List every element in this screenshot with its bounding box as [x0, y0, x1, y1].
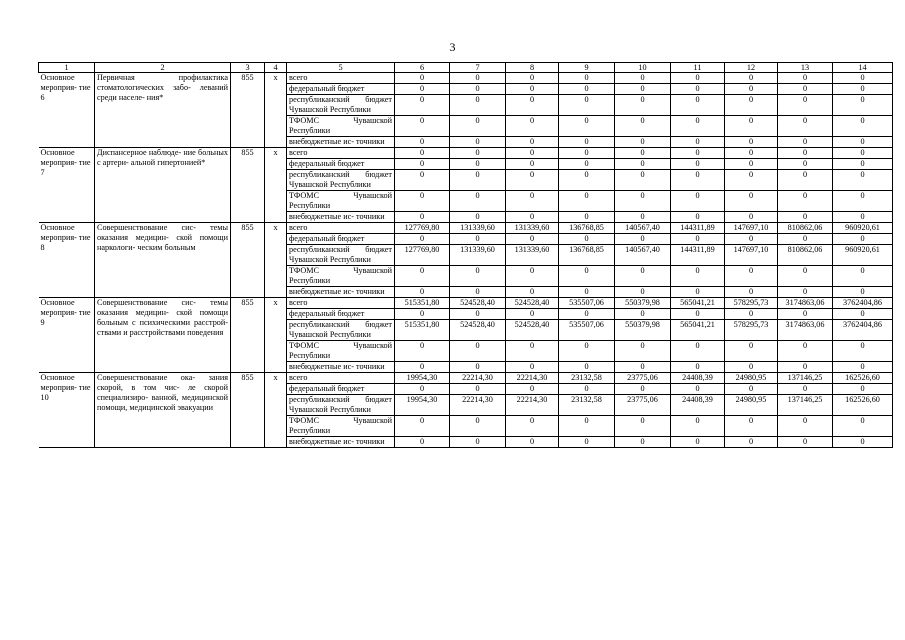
- value-cell: 0: [559, 384, 615, 395]
- value-cell: 515351,80: [395, 298, 450, 309]
- value-cell: 0: [778, 84, 833, 95]
- value-cell: 0: [395, 309, 450, 320]
- value-cell: 0: [395, 170, 450, 191]
- value-cell: 960920,61: [833, 245, 893, 266]
- value-cell: 0: [778, 362, 833, 373]
- value-cell: 0: [778, 384, 833, 395]
- value-cell: 0: [506, 116, 559, 137]
- value-cell: 0: [778, 287, 833, 298]
- value-cell: 524528,40: [506, 298, 559, 309]
- value-cell: 0: [395, 191, 450, 212]
- column-header-8: 8: [506, 63, 559, 73]
- value-cell: 23132,58: [559, 395, 615, 416]
- financing-table: [38, 62, 893, 448]
- value-cell: 127769,80: [395, 223, 450, 234]
- value-cell: 0: [671, 287, 725, 298]
- value-cell: 147697,10: [725, 245, 778, 266]
- value-cell: 535507,06: [559, 298, 615, 309]
- value-cell: 0: [671, 159, 725, 170]
- budget-code-cell: 855: [231, 373, 265, 448]
- value-cell: 0: [778, 137, 833, 148]
- value-cell: 0: [506, 148, 559, 159]
- value-cell: 0: [778, 159, 833, 170]
- value-cell: 0: [615, 137, 671, 148]
- value-cell: 0: [833, 191, 893, 212]
- event-cell: Основное мероприя- тие 8: [39, 223, 95, 298]
- value-cell: 0: [615, 309, 671, 320]
- value-cell: 0: [615, 116, 671, 137]
- value-cell: 0: [395, 148, 450, 159]
- value-cell: 0: [559, 437, 615, 448]
- value-cell: 0: [833, 384, 893, 395]
- value-cell: 22214,30: [450, 395, 506, 416]
- budget-code-cell: 855: [231, 73, 265, 148]
- value-cell: 0: [833, 116, 893, 137]
- column-header-9: 9: [559, 63, 615, 73]
- funding-source-label: республиканский бюджет Чувашской Республики: [287, 245, 395, 266]
- value-cell: 810862,06: [778, 245, 833, 266]
- funding-source-label: ТФОМС Чувашской Республики: [287, 266, 395, 287]
- value-cell: 0: [506, 159, 559, 170]
- table-body: [39, 63, 893, 448]
- funding-source-label: всего: [287, 298, 395, 309]
- value-cell: 0: [559, 191, 615, 212]
- value-cell: 0: [778, 116, 833, 137]
- table-row: [39, 148, 893, 159]
- value-cell: 0: [778, 170, 833, 191]
- value-cell: 0: [395, 73, 450, 84]
- value-cell: 0: [725, 341, 778, 362]
- funding-source-label: ТФОМС Чувашской Республики: [287, 191, 395, 212]
- value-cell: 0: [725, 309, 778, 320]
- value-cell: 0: [778, 309, 833, 320]
- value-cell: 0: [833, 362, 893, 373]
- value-cell: 0: [395, 159, 450, 170]
- value-cell: 524528,40: [506, 320, 559, 341]
- value-cell: 0: [559, 95, 615, 116]
- event-name-cell: Первичная профилактика стоматологических забо- леваний среди населе- ния*: [95, 73, 231, 148]
- funding-source-label: республиканский бюджет Чувашской Республики: [287, 395, 395, 416]
- column-header-row: [39, 63, 893, 73]
- value-cell: 0: [725, 137, 778, 148]
- value-cell: 0: [450, 234, 506, 245]
- value-cell: 0: [725, 437, 778, 448]
- value-cell: 0: [778, 191, 833, 212]
- value-cell: 0: [395, 266, 450, 287]
- event-cell: Основное мероприя- тие 9: [39, 298, 95, 373]
- funding-source-label: ТФОМС Чувашской Республики: [287, 341, 395, 362]
- value-cell: 23132,58: [559, 373, 615, 384]
- value-cell: 0: [615, 212, 671, 223]
- value-cell: 0: [450, 266, 506, 287]
- value-cell: 0: [778, 95, 833, 116]
- value-cell: 137146,25: [778, 395, 833, 416]
- value-cell: 0: [450, 159, 506, 170]
- value-cell: 0: [615, 362, 671, 373]
- value-cell: 0: [450, 191, 506, 212]
- value-cell: 0: [450, 137, 506, 148]
- value-cell: 136768,85: [559, 223, 615, 234]
- value-cell: 0: [506, 234, 559, 245]
- value-cell: 0: [671, 266, 725, 287]
- value-cell: 0: [506, 416, 559, 437]
- column-header-4: 4: [265, 63, 287, 73]
- funding-source-label: всего: [287, 148, 395, 159]
- value-cell: 550379,98: [615, 320, 671, 341]
- mark-cell: х: [265, 148, 287, 223]
- value-cell: 960920,61: [833, 223, 893, 234]
- value-cell: 0: [506, 191, 559, 212]
- value-cell: 0: [559, 148, 615, 159]
- value-cell: 0: [615, 437, 671, 448]
- value-cell: 0: [395, 116, 450, 137]
- value-cell: 136768,85: [559, 245, 615, 266]
- value-cell: 0: [450, 309, 506, 320]
- value-cell: 162526,60: [833, 373, 893, 384]
- value-cell: 0: [615, 266, 671, 287]
- value-cell: 0: [671, 309, 725, 320]
- column-header-2: 2: [95, 63, 231, 73]
- value-cell: 0: [725, 116, 778, 137]
- value-cell: 0: [833, 416, 893, 437]
- event-name-cell: Диспансерное наблюде- ние больных с артери- альной гипертонией*: [95, 148, 231, 223]
- value-cell: 0: [450, 84, 506, 95]
- value-cell: 0: [725, 84, 778, 95]
- budget-code-cell: 855: [231, 223, 265, 298]
- value-cell: 0: [725, 95, 778, 116]
- value-cell: 0: [559, 416, 615, 437]
- value-cell: 0: [725, 159, 778, 170]
- value-cell: 578295,73: [725, 320, 778, 341]
- column-header-6: 6: [395, 63, 450, 73]
- value-cell: 524528,40: [450, 298, 506, 309]
- value-cell: 0: [559, 116, 615, 137]
- funding-source-label: федеральный бюджет: [287, 384, 395, 395]
- value-cell: 0: [671, 416, 725, 437]
- value-cell: 22214,30: [506, 395, 559, 416]
- funding-source-label: внебюджетные ис- точники: [287, 137, 395, 148]
- value-cell: 0: [833, 159, 893, 170]
- value-cell: 515351,80: [395, 320, 450, 341]
- value-cell: 131339,60: [450, 223, 506, 234]
- event-name-cell: Совершенствование ока- зания скорой, в том чис- ле скорой специализиро- ванной, медицинской помощи, медицинской эвакуации: [95, 373, 231, 448]
- value-cell: 0: [671, 212, 725, 223]
- value-cell: 0: [833, 95, 893, 116]
- value-cell: 0: [450, 212, 506, 223]
- value-cell: 0: [725, 191, 778, 212]
- column-header-5: 5: [287, 63, 395, 73]
- value-cell: 0: [778, 437, 833, 448]
- value-cell: 131339,60: [506, 245, 559, 266]
- funding-source-label: республиканский бюджет Чувашской Республики: [287, 320, 395, 341]
- value-cell: 0: [506, 437, 559, 448]
- value-cell: 0: [395, 416, 450, 437]
- value-cell: 0: [559, 287, 615, 298]
- value-cell: 0: [615, 148, 671, 159]
- value-cell: 0: [450, 416, 506, 437]
- value-cell: 131339,60: [506, 223, 559, 234]
- value-cell: 0: [450, 116, 506, 137]
- value-cell: 3762404,86: [833, 320, 893, 341]
- value-cell: 0: [671, 437, 725, 448]
- value-cell: 0: [395, 84, 450, 95]
- table-row: [39, 373, 893, 384]
- value-cell: 0: [506, 362, 559, 373]
- value-cell: 3174863,06: [778, 320, 833, 341]
- value-cell: 0: [615, 287, 671, 298]
- funding-source-label: ТФОМС Чувашской Республики: [287, 416, 395, 437]
- value-cell: 0: [506, 384, 559, 395]
- value-cell: 0: [615, 234, 671, 245]
- value-cell: 0: [450, 287, 506, 298]
- value-cell: 0: [559, 341, 615, 362]
- value-cell: 0: [506, 309, 559, 320]
- column-header-10: 10: [615, 63, 671, 73]
- value-cell: 0: [615, 384, 671, 395]
- value-cell: 0: [671, 137, 725, 148]
- value-cell: 0: [833, 170, 893, 191]
- value-cell: 0: [506, 84, 559, 95]
- value-cell: 0: [506, 73, 559, 84]
- value-cell: 0: [671, 95, 725, 116]
- value-cell: 0: [833, 309, 893, 320]
- value-cell: 0: [506, 341, 559, 362]
- value-cell: 23775,06: [615, 373, 671, 384]
- value-cell: 22214,30: [506, 373, 559, 384]
- mark-cell: х: [265, 73, 287, 148]
- value-cell: 535507,06: [559, 320, 615, 341]
- value-cell: 3762404,86: [833, 298, 893, 309]
- funding-source-label: внебюджетные ис- точники: [287, 362, 395, 373]
- value-cell: 24980,95: [725, 373, 778, 384]
- value-cell: 0: [395, 212, 450, 223]
- value-cell: 0: [615, 84, 671, 95]
- value-cell: 140567,40: [615, 223, 671, 234]
- value-cell: 0: [559, 84, 615, 95]
- value-cell: 0: [506, 266, 559, 287]
- value-cell: 23775,06: [615, 395, 671, 416]
- value-cell: 0: [671, 234, 725, 245]
- value-cell: 0: [833, 234, 893, 245]
- value-cell: 0: [615, 170, 671, 191]
- value-cell: 0: [671, 73, 725, 84]
- funding-source-label: федеральный бюджет: [287, 84, 395, 95]
- funding-source-label: республиканский бюджет Чувашской Республики: [287, 170, 395, 191]
- value-cell: 24408,39: [671, 373, 725, 384]
- value-cell: 24980,95: [725, 395, 778, 416]
- value-cell: 0: [725, 148, 778, 159]
- value-cell: 0: [671, 84, 725, 95]
- value-cell: 147697,10: [725, 223, 778, 234]
- event-name-cell: Совершенствование сис- темы оказания медицин- ской помощи наркологи- ческим больным: [95, 223, 231, 298]
- funding-source-label: всего: [287, 373, 395, 384]
- value-cell: 550379,98: [615, 298, 671, 309]
- value-cell: 0: [671, 170, 725, 191]
- value-cell: 0: [450, 362, 506, 373]
- value-cell: 0: [450, 170, 506, 191]
- value-cell: 0: [725, 384, 778, 395]
- value-cell: 0: [778, 266, 833, 287]
- value-cell: 0: [778, 416, 833, 437]
- value-cell: 0: [395, 384, 450, 395]
- column-header-14: 14: [833, 63, 893, 73]
- value-cell: 0: [559, 73, 615, 84]
- value-cell: 0: [725, 362, 778, 373]
- value-cell: 0: [778, 212, 833, 223]
- value-cell: 0: [395, 437, 450, 448]
- value-cell: 0: [833, 341, 893, 362]
- column-header-12: 12: [725, 63, 778, 73]
- value-cell: 22214,30: [450, 373, 506, 384]
- page-number: 3: [449, 40, 456, 54]
- value-cell: 0: [725, 73, 778, 84]
- value-cell: 0: [615, 191, 671, 212]
- value-cell: 578295,73: [725, 298, 778, 309]
- value-cell: 162526,60: [833, 395, 893, 416]
- value-cell: 0: [833, 266, 893, 287]
- value-cell: 0: [395, 287, 450, 298]
- value-cell: 0: [615, 159, 671, 170]
- value-cell: 0: [671, 384, 725, 395]
- value-cell: 0: [725, 287, 778, 298]
- funding-source-label: республиканский бюджет Чувашской Республики: [287, 95, 395, 116]
- funding-source-label: ТФОМС Чувашской Республики: [287, 116, 395, 137]
- value-cell: 0: [615, 341, 671, 362]
- value-cell: 0: [395, 234, 450, 245]
- column-header-13: 13: [778, 63, 833, 73]
- value-cell: 0: [725, 266, 778, 287]
- value-cell: 0: [559, 362, 615, 373]
- value-cell: 0: [450, 437, 506, 448]
- value-cell: 0: [450, 95, 506, 116]
- value-cell: 0: [778, 234, 833, 245]
- value-cell: 137146,25: [778, 373, 833, 384]
- funding-source-label: всего: [287, 73, 395, 84]
- mark-cell: х: [265, 373, 287, 448]
- value-cell: 19954,30: [395, 373, 450, 384]
- value-cell: 0: [506, 95, 559, 116]
- value-cell: 0: [506, 170, 559, 191]
- funding-source-label: внебюджетные ис- точники: [287, 287, 395, 298]
- funding-source-label: всего: [287, 223, 395, 234]
- value-cell: 0: [833, 73, 893, 84]
- value-cell: 0: [450, 148, 506, 159]
- value-cell: 0: [778, 341, 833, 362]
- mark-cell: х: [265, 298, 287, 373]
- table-row: [39, 73, 893, 84]
- value-cell: 524528,40: [450, 320, 506, 341]
- value-cell: 0: [833, 437, 893, 448]
- value-cell: 0: [395, 341, 450, 362]
- value-cell: 0: [395, 362, 450, 373]
- value-cell: 0: [615, 416, 671, 437]
- value-cell: 0: [778, 73, 833, 84]
- value-cell: 0: [671, 341, 725, 362]
- value-cell: 140567,40: [615, 245, 671, 266]
- value-cell: 0: [559, 309, 615, 320]
- value-cell: 0: [615, 95, 671, 116]
- funding-source-label: федеральный бюджет: [287, 234, 395, 245]
- value-cell: 0: [833, 84, 893, 95]
- value-cell: 0: [671, 362, 725, 373]
- funding-source-label: внебюджетные ис- точники: [287, 437, 395, 448]
- value-cell: 3174863,06: [778, 298, 833, 309]
- value-cell: 19954,30: [395, 395, 450, 416]
- value-cell: 0: [559, 234, 615, 245]
- value-cell: 0: [506, 287, 559, 298]
- value-cell: 565041,21: [671, 298, 725, 309]
- value-cell: 144311,89: [671, 223, 725, 234]
- column-header-7: 7: [450, 63, 506, 73]
- value-cell: 0: [671, 191, 725, 212]
- value-cell: 0: [615, 73, 671, 84]
- value-cell: 0: [450, 341, 506, 362]
- value-cell: 0: [559, 266, 615, 287]
- column-header-11: 11: [671, 63, 725, 73]
- value-cell: 0: [833, 212, 893, 223]
- value-cell: 0: [833, 137, 893, 148]
- budget-code-cell: 855: [231, 298, 265, 373]
- value-cell: 0: [395, 95, 450, 116]
- event-cell: Основное мероприя- тие 6: [39, 73, 95, 148]
- table-row: [39, 298, 893, 309]
- value-cell: 0: [725, 234, 778, 245]
- budget-code-cell: 855: [231, 148, 265, 223]
- value-cell: 0: [559, 137, 615, 148]
- column-header-3: 3: [231, 63, 265, 73]
- event-cell: Основное мероприя- тие 10: [39, 373, 95, 448]
- value-cell: 0: [725, 212, 778, 223]
- funding-source-label: федеральный бюджет: [287, 159, 395, 170]
- value-cell: 0: [450, 73, 506, 84]
- value-cell: 0: [506, 137, 559, 148]
- column-header-1: 1: [39, 63, 95, 73]
- value-cell: 144311,89: [671, 245, 725, 266]
- value-cell: 0: [506, 212, 559, 223]
- funding-source-label: внебюджетные ис- точники: [287, 212, 395, 223]
- funding-source-label: федеральный бюджет: [287, 309, 395, 320]
- mark-cell: х: [265, 223, 287, 298]
- event-name-cell: Совершенствование сис- темы оказания медицин- ской помощи больным с психическими расстрой- ствами и расстройствами поведения: [95, 298, 231, 373]
- value-cell: 0: [450, 384, 506, 395]
- event-cell: Основное мероприя- тие 7: [39, 148, 95, 223]
- value-cell: 0: [833, 148, 893, 159]
- value-cell: 0: [559, 159, 615, 170]
- value-cell: 131339,60: [450, 245, 506, 266]
- value-cell: 810862,06: [778, 223, 833, 234]
- table-row: [39, 223, 893, 234]
- value-cell: 0: [395, 137, 450, 148]
- value-cell: 0: [671, 148, 725, 159]
- value-cell: 565041,21: [671, 320, 725, 341]
- value-cell: 0: [725, 170, 778, 191]
- value-cell: 0: [725, 416, 778, 437]
- value-cell: 0: [671, 116, 725, 137]
- value-cell: 0: [559, 170, 615, 191]
- value-cell: 127769,80: [395, 245, 450, 266]
- value-cell: 0: [778, 148, 833, 159]
- value-cell: 24408,39: [671, 395, 725, 416]
- value-cell: 0: [559, 212, 615, 223]
- value-cell: 0: [833, 287, 893, 298]
